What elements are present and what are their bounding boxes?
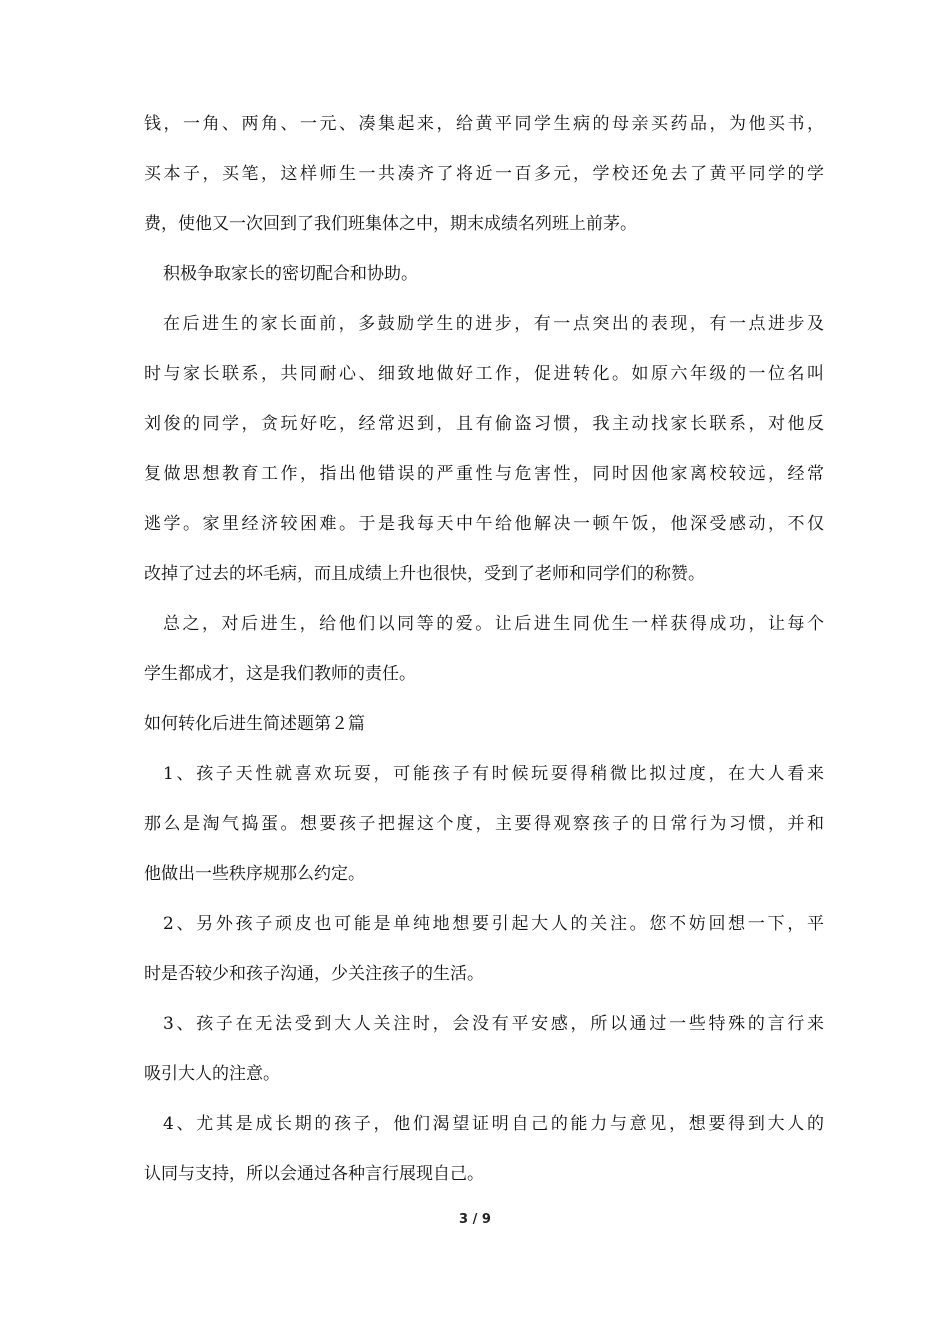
text-line: 刘俊的同学，贪玩好吃，经常迟到，且有偷盗习惯，我主动找家长联系，对他反: [144, 414, 824, 434]
text-line: 在后进生的家长面前，多鼓励学生的进步，有一点突出的表现，有一点进步及: [163, 314, 824, 334]
text-line: 那么是淘气捣蛋。想要孩子把握这个度，主要得观察孩子的日常行为习惯，并和: [144, 814, 824, 834]
text-line: 钱，一角、两角、一元、凑集起来，给黄平同学生病的母亲买药品，为他买书，: [144, 114, 824, 134]
text-line: 费，使他又一次回到了我们班集体之中，期末成绩名列班上前茅。: [144, 214, 637, 234]
paragraph: [144, 999, 824, 1099]
paragraph: [144, 749, 824, 899]
text-line: 时是否较少和孩子沟通，少关注孩子的生活。: [144, 964, 484, 984]
text-line: 积极争取家长的密切配合和协助。: [163, 264, 418, 284]
text-line: 2、另外孩子顽皮也可能是单纯地想要引起大人的关注。您不妨回想一下，平: [163, 914, 824, 934]
text-line: 4、尤其是成长期的孩子，他们渴望证明自己的能力与意见，想要得到大人的: [163, 1114, 824, 1134]
text-line: 3、孩子在无法受到大人关注时，会没有平安感，所以通过一些特殊的言行来: [163, 1014, 824, 1034]
text-line: 总之，对后进生，给他们以同等的爱。让后进生同优生一样获得成功，让每个: [163, 614, 824, 634]
text-line: 时与家长联系，共同耐心、细致地做好工作，促进转化。如原六年级的一位名叫: [144, 364, 824, 384]
text-line: 学生都成才，这是我们教师的责任。: [144, 664, 416, 684]
paragraph: [144, 1099, 824, 1199]
paragraph: [144, 249, 824, 299]
paragraph: [144, 899, 824, 999]
paragraph: [144, 599, 824, 699]
paragraph: [144, 299, 824, 599]
paragraph: [144, 99, 824, 249]
document-body: [144, 99, 824, 1199]
text-line: 1、孩子天性就喜欢玩耍，可能孩子有时候玩耍得稍微比拟过度，在大人看来: [163, 764, 824, 784]
text-line: 逃学。家里经济较困难。于是我每天中午给他解决一顿午饭，他深受感动，不仅: [144, 514, 824, 534]
text-line: 复做思想教育工作，指出他错误的严重性与危害性，同时因他家离校较远，经常: [144, 464, 824, 484]
text-line: 买本子，买笔，这样师生一共凑齐了将近一百多元，学校还免去了黄平同学的学: [144, 164, 824, 184]
text-line: 如何转化后进生简述题第２篇: [144, 714, 365, 734]
page-number: 3 / 9: [459, 1212, 491, 1227]
text-line: 他做出一些秩序规那么约定。: [144, 864, 365, 884]
paragraph: [144, 699, 824, 749]
text-line: 改掉了过去的坏毛病，而且成绩上升也很快，受到了老师和同学们的称赞。: [144, 564, 705, 584]
text-line: 认同与支持，所以会通过各种言行展现自己。: [144, 1164, 484, 1184]
text-line: 吸引大人的注意。: [144, 1064, 280, 1084]
